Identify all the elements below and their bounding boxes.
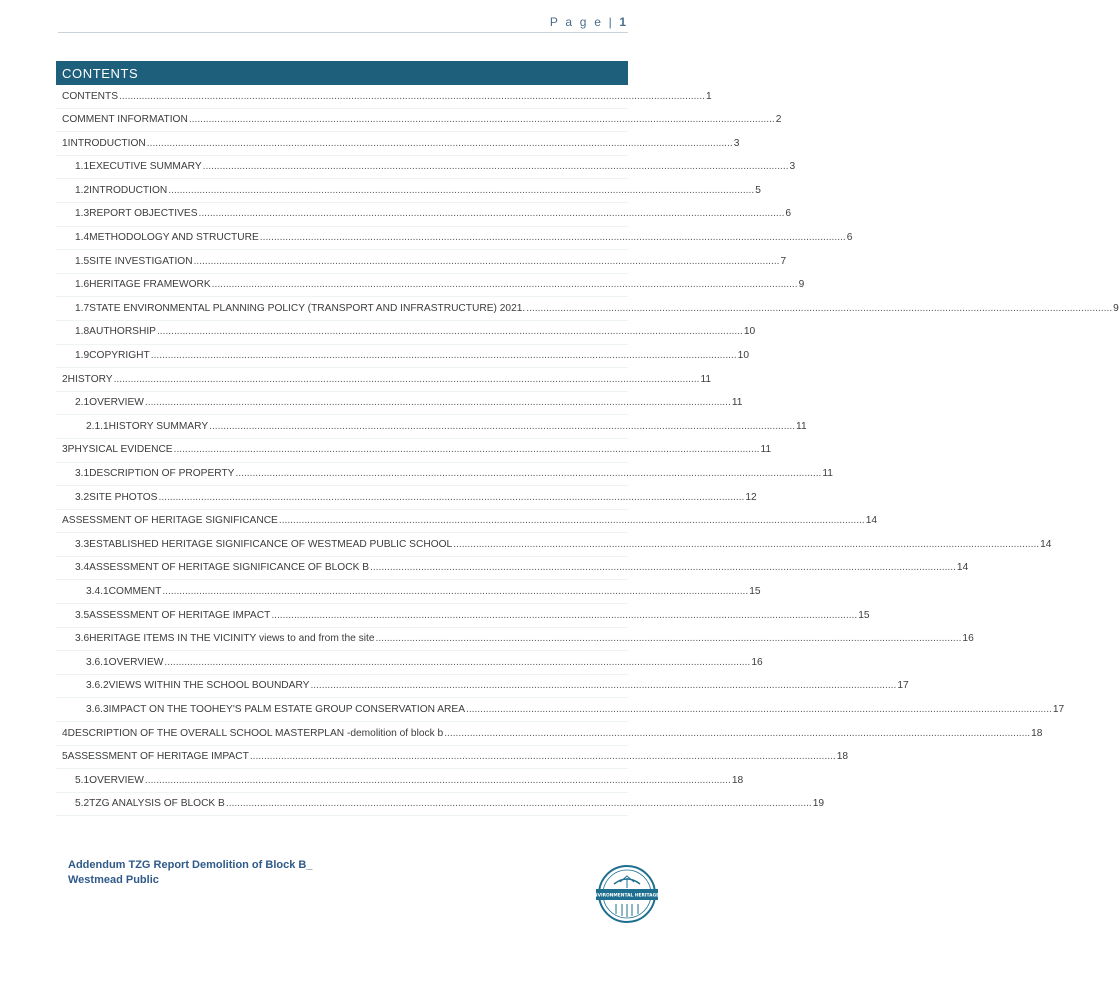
toc-entry-page: 9 bbox=[1113, 302, 1119, 314]
toc-entry[interactable] bbox=[56, 297, 1119, 321]
toc-entry-title: TZG ANALYSIS OF BLOCK B bbox=[89, 798, 225, 810]
toc-entry-page: 18 bbox=[836, 751, 849, 763]
toc-leader-dots bbox=[147, 132, 733, 156]
heritage-group-logo bbox=[575, 864, 679, 924]
toc-entry[interactable] bbox=[56, 179, 761, 203]
toc-entry-page: 1 bbox=[705, 90, 712, 102]
toc-entry-number: 5.1 bbox=[75, 774, 90, 786]
page-number-value: 1 bbox=[619, 15, 626, 29]
toc-entry[interactable] bbox=[56, 722, 1043, 746]
toc-entry-number: 5 bbox=[62, 751, 68, 763]
toc-entry-page: 2 bbox=[775, 114, 782, 126]
toc-leader-dots bbox=[260, 226, 846, 250]
toc-entry-page: 14 bbox=[865, 515, 878, 527]
toc-entry-page: 14 bbox=[1040, 538, 1052, 550]
toc-entry[interactable] bbox=[56, 345, 749, 369]
toc-leader-dots bbox=[162, 580, 748, 604]
toc-entry-title: ESTABLISHED HERITAGE SIGNIFICANCE OF WESTMEAD PUBLIC SCHOOL bbox=[89, 538, 453, 550]
toc-entry-number: 3.1 bbox=[75, 468, 90, 479]
toc-entry[interactable] bbox=[56, 250, 787, 274]
toc-entry-page: 18 bbox=[1031, 727, 1043, 739]
toc-entry-title: COMMENT INFORMATION bbox=[62, 114, 188, 126]
toc-entry[interactable] bbox=[56, 227, 853, 251]
toc-entry-number: 2 bbox=[62, 373, 68, 385]
page-number bbox=[550, 15, 626, 29]
toc-entry-number: 1 bbox=[62, 137, 68, 149]
toc-entry-number: 3.6.2 bbox=[86, 680, 109, 692]
toc-entry-title: HERITAGE ITEMS IN THE VICINITY views to and from the site bbox=[89, 633, 375, 645]
toc-leader-dots bbox=[376, 627, 962, 651]
toc-entry-number: 1.2 bbox=[75, 184, 90, 196]
toc-entry[interactable] bbox=[56, 368, 712, 392]
toc-leader-dots bbox=[145, 769, 731, 793]
toc-leader-dots bbox=[279, 509, 865, 533]
toc-entry-title: INTRODUCTION bbox=[67, 137, 146, 149]
toc-entry-page: 6 bbox=[785, 208, 792, 220]
toc-entry-title: HERITAGE FRAMEWORK bbox=[89, 279, 211, 291]
toc-leader-dots bbox=[151, 344, 737, 368]
toc-entry-title: EXECUTIVE SUMMARY bbox=[89, 161, 202, 173]
toc-entry-number: 1.5 bbox=[75, 255, 90, 267]
toc-leader-dots bbox=[226, 792, 812, 816]
toc-entry[interactable] bbox=[56, 132, 740, 156]
toc-entry-number: 3.5 bbox=[75, 609, 90, 621]
toc-entry[interactable] bbox=[56, 533, 1052, 557]
toc-entry-title: VIEWS WITHIN THE SCHOOL BOUNDARY bbox=[108, 680, 310, 692]
toc-entry-number: 1.4 bbox=[75, 232, 90, 244]
toc-entry[interactable] bbox=[56, 698, 1065, 722]
contents-banner bbox=[56, 61, 628, 85]
toc-entry[interactable] bbox=[56, 85, 712, 109]
toc-leader-dots bbox=[444, 722, 1030, 746]
page-label: P a g e bbox=[549, 15, 604, 29]
toc-leader-dots bbox=[271, 604, 857, 628]
toc-entry-title: STATE ENVIRONMENTAL PLANNING POLICY (TRANSPORT AND INFRASTRUCTURE) 2021. bbox=[89, 302, 526, 314]
toc-entry-number: 1.1 bbox=[75, 161, 90, 173]
contents-heading: CONTENTS bbox=[62, 66, 139, 81]
toc-entry-number: 3.4.1 bbox=[86, 585, 109, 597]
footer-line-2: Westmead Public bbox=[68, 874, 159, 886]
toc-entry-title: ASSESSMENT OF HERITAGE IMPACT bbox=[89, 609, 271, 621]
toc-entry-page: 10 bbox=[743, 326, 756, 338]
toc-entry-page: 11 bbox=[700, 373, 712, 385]
toc-entry-page: 3 bbox=[789, 161, 796, 173]
toc-entry-title: DESCRIPTION OF THE OVERALL SCHOOL MASTERPLAN -demolition of block b bbox=[67, 727, 444, 739]
toc-entry-page: 12 bbox=[745, 491, 757, 503]
toc-leader-dots bbox=[370, 556, 956, 580]
toc-entry-number: 1.7 bbox=[75, 302, 90, 314]
toc-leader-dots bbox=[189, 108, 775, 132]
toc-entry-page: 15 bbox=[749, 585, 761, 597]
toc-entry[interactable] bbox=[56, 203, 792, 227]
toc-entry-title: ASSESSMENT OF HERITAGE SIGNIFICANCE OF BLOCK B bbox=[89, 562, 369, 574]
toc-entry-page: 7 bbox=[780, 255, 787, 267]
toc-leader-dots bbox=[194, 250, 780, 274]
toc-entry-page: 18 bbox=[731, 774, 744, 786]
toc-leader-dots bbox=[119, 85, 705, 109]
toc-entry-title: REPORT OBJECTIVES bbox=[89, 208, 198, 220]
page-header bbox=[58, 0, 628, 33]
toc-entry-page: 3 bbox=[733, 137, 740, 149]
toc-entry-page: 19 bbox=[812, 798, 825, 810]
toc-entry-title: HISTORY SUMMARY bbox=[108, 420, 209, 432]
toc-entry-number: 3.6 bbox=[75, 633, 90, 645]
toc-entry[interactable] bbox=[56, 580, 761, 604]
toc-entry-page: 11 bbox=[760, 444, 772, 456]
toc-entry-page: 10 bbox=[737, 350, 749, 362]
toc-entry-page: 11 bbox=[796, 420, 807, 432]
toc-entry-page: 14 bbox=[956, 562, 969, 574]
toc-entry[interactable] bbox=[56, 463, 833, 487]
toc-entry[interactable] bbox=[56, 651, 763, 675]
toc-entry[interactable] bbox=[56, 604, 870, 628]
footer-line-1: Addendum TZG Report Demolition of Block B_ bbox=[68, 859, 313, 871]
page-separator: | bbox=[608, 15, 614, 29]
toc-entry-number: 1.6 bbox=[75, 279, 90, 291]
toc-entry-title: HISTORY bbox=[67, 373, 113, 385]
footer-document-title bbox=[68, 858, 312, 888]
toc-entry[interactable] bbox=[56, 557, 969, 581]
toc-leader-dots bbox=[250, 745, 836, 769]
toc-entry-page: 11 bbox=[731, 397, 743, 409]
toc-entry-page: 5 bbox=[755, 184, 761, 196]
toc-entry-title: AUTHORSHIP bbox=[89, 326, 156, 338]
toc-entry[interactable] bbox=[56, 746, 849, 770]
toc-entry[interactable] bbox=[56, 675, 909, 699]
toc-leader-dots bbox=[310, 674, 896, 698]
toc-entry[interactable] bbox=[56, 415, 807, 439]
toc-entry-title: SITE INVESTIGATION bbox=[89, 255, 193, 267]
toc-entry-title: OVERVIEW bbox=[89, 397, 144, 409]
table-of-contents bbox=[56, 85, 1119, 816]
logo-text: BUILT ENVIRONMENTAL HERITAGE GROUP bbox=[575, 893, 679, 899]
toc-entry-page: 17 bbox=[1052, 703, 1065, 715]
toc-leader-dots bbox=[158, 486, 744, 510]
toc-leader-dots bbox=[203, 155, 789, 179]
toc-entry-number: 3.6.1 bbox=[86, 656, 109, 668]
toc-entry-title: PHYSICAL EVIDENCE bbox=[67, 444, 173, 456]
toc-leader-dots bbox=[199, 202, 785, 226]
toc-entry-page: 9 bbox=[798, 279, 805, 291]
toc-entry-page: 6 bbox=[846, 232, 853, 244]
toc-entry-page: 15 bbox=[858, 609, 870, 621]
toc-leader-dots bbox=[145, 391, 731, 415]
toc-entry-title: OVERVIEW bbox=[108, 656, 164, 668]
toc-entry-number: 3.6.3 bbox=[86, 703, 109, 715]
toc-entry-title: ASSESSMENT OF HERITAGE SIGNIFICANCE bbox=[62, 515, 278, 527]
toc-leader-dots bbox=[157, 320, 743, 344]
toc-leader-dots bbox=[164, 651, 750, 675]
toc-entry-number: 3 bbox=[62, 444, 68, 456]
toc-leader-dots bbox=[453, 533, 1039, 557]
toc-entry-title: SITE PHOTOS bbox=[89, 491, 158, 503]
toc-entry-page: 16 bbox=[962, 633, 974, 645]
toc-entry-title: COMMENT bbox=[108, 585, 162, 597]
toc-entry-number: 1.3 bbox=[75, 208, 90, 220]
toc-entry[interactable] bbox=[56, 628, 974, 652]
toc-entry-title: INTRODUCTION bbox=[89, 184, 168, 196]
toc-leader-dots bbox=[466, 698, 1052, 722]
toc-entry-number: 4 bbox=[62, 727, 68, 739]
toc-entry[interactable] bbox=[56, 510, 878, 534]
toc-entry-number: 2.1 bbox=[75, 397, 90, 409]
toc-leader-dots bbox=[168, 179, 754, 203]
toc-entry-title: OVERVIEW bbox=[89, 774, 144, 786]
toc-entry-number: 2.1.1 bbox=[86, 420, 109, 432]
toc-entry-title: COPYRIGHT bbox=[89, 350, 150, 362]
toc-entry-title: DESCRIPTION OF PROPERTY bbox=[89, 468, 235, 479]
toc-entry-title: ASSESSMENT OF HERITAGE IMPACT bbox=[67, 751, 249, 763]
toc-entry-title: IMPACT ON THE TOOHEY'S PALM ESTATE GROUP CONSERVATION AREA bbox=[108, 703, 465, 715]
toc-leader-dots bbox=[526, 297, 1112, 321]
toc-entry[interactable] bbox=[56, 486, 757, 510]
toc-entry[interactable] bbox=[56, 793, 825, 817]
toc-leader-dots bbox=[209, 415, 795, 439]
toc-entry[interactable] bbox=[56, 109, 782, 133]
toc-entry[interactable] bbox=[56, 156, 796, 180]
toc-entry[interactable] bbox=[56, 439, 772, 463]
toc-entry[interactable] bbox=[56, 321, 756, 345]
toc-entry-page: 17 bbox=[897, 680, 909, 692]
toc-entry-number: 1.9 bbox=[75, 350, 90, 362]
toc-entry-number: 3.2 bbox=[75, 491, 90, 503]
toc-entry-page: 11 bbox=[822, 468, 833, 479]
toc-entry-number: 5.2 bbox=[75, 798, 90, 810]
toc-entry-number: 1.8 bbox=[75, 326, 90, 338]
toc-entry[interactable] bbox=[56, 274, 805, 298]
toc-entry-page: 16 bbox=[751, 656, 763, 668]
toc-leader-dots bbox=[174, 438, 760, 462]
toc-entry-number: 3.3 bbox=[75, 538, 90, 550]
toc-entry-title: CONTENTS bbox=[62, 90, 119, 102]
toc-entry[interactable] bbox=[56, 392, 743, 416]
toc-entry-number: 3.4 bbox=[75, 562, 90, 574]
toc-entry-title: METHODOLOGY AND STRUCTURE bbox=[89, 232, 259, 244]
toc-leader-dots bbox=[212, 273, 798, 297]
toc-leader-dots bbox=[114, 368, 700, 392]
toc-leader-dots bbox=[235, 462, 821, 486]
toc-entry[interactable] bbox=[56, 769, 744, 793]
